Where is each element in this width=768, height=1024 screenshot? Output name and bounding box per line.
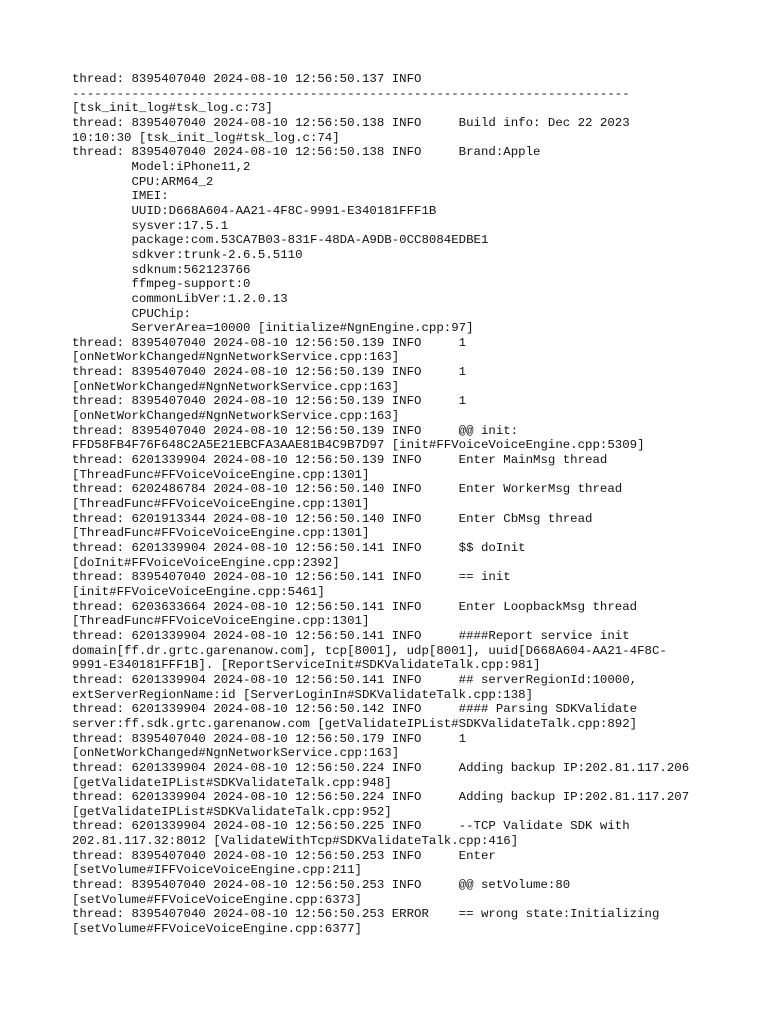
log-line: thread: 6201339904 2024-08-10 12:56:50.225 INFO --TCP Validate SDK with [72, 819, 630, 834]
log-line: [onNetWorkChanged#NgnNetworkService.cpp:163] [72, 746, 400, 761]
log-line: thread: 6201339904 2024-08-10 12:56:50.141 INFO ####Report service init [72, 628, 630, 643]
log-line: sdkver:trunk-2.6.5.5110 [72, 247, 303, 262]
log-line: [setVolume#FFVoiceVoiceEngine.cpp:6377] [72, 922, 362, 937]
log-line: thread: 8395407040 2024-08-10 12:56:50.138 INFO Build info: Dec 22 2023 [72, 115, 630, 130]
log-line: thread: 8395407040 2024-08-10 12:56:50.138 INFO Brand:Apple [72, 145, 541, 160]
log-line: commonLibVer:1.2.0.13 [72, 291, 288, 306]
log-document [72, 72, 732, 937]
log-line: thread: 8395407040 2024-08-10 12:56:50.139 INFO @@ init: [72, 423, 519, 438]
log-line: [ThreadFunc#FFVoiceVoiceEngine.cpp:1301] [72, 526, 370, 541]
log-line: ffmpeg-support:0 [72, 277, 251, 292]
log-line: thread: 6201339904 2024-08-10 12:56:50.224 INFO Adding backup IP:202.81.117.207 [72, 790, 690, 805]
log-line: [ThreadFunc#FFVoiceVoiceEngine.cpp:1301] [72, 467, 370, 482]
log-line: --------------------------------------------------------------------------- [72, 86, 630, 101]
log-line: domain[ff.dr.grtc.garenanow.com], tcp[8001], udp[8001], uuid[D668A604-AA21-4F8C- [72, 643, 667, 658]
log-line: package:com.53CA7B03-831F-48DA-A9DB-0CC8084EDBE1 [72, 233, 489, 248]
log-line: IMEI: [72, 189, 169, 204]
log-line: 10:10:30 [tsk_init_log#tsk_log.c:74] [72, 130, 340, 145]
log-line: thread: 8395407040 2024-08-10 12:56:50.253 ERROR == wrong state:Initializing [72, 907, 660, 922]
log-line: extServerRegionName:id [ServerLoginIn#SDKValidateTalk.cpp:138] [72, 687, 534, 702]
log-text-block [72, 72, 732, 937]
log-line: thread: 8395407040 2024-08-10 12:56:50.141 INFO == init [72, 570, 511, 585]
log-line: 202.81.117.32:8012 [ValidateWithTcp#SDKValidateTalk.cpp:416] [72, 834, 519, 849]
log-line: [getValidateIPList#SDKValidateTalk.cpp:952] [72, 804, 392, 819]
log-line: [doInit#FFVoiceVoiceEngine.cpp:2392] [72, 555, 340, 570]
log-line: thread: 6201339904 2024-08-10 12:56:50.142 INFO #### Parsing SDKValidate [72, 702, 638, 717]
log-line: sysver:17.5.1 [72, 218, 229, 233]
log-line: thread: 6201913344 2024-08-10 12:56:50.140 INFO Enter CbMsg thread [72, 511, 593, 526]
log-line: thread: 6201339904 2024-08-10 12:56:50.224 INFO Adding backup IP:202.81.117.206 [72, 760, 690, 775]
log-line: ServerArea=10000 [initialize#NgnEngine.cpp:97] [72, 321, 474, 336]
log-line: [ThreadFunc#FFVoiceVoiceEngine.cpp:1301] [72, 497, 370, 512]
log-line: [init#FFVoiceVoiceEngine.cpp:5461] [72, 584, 325, 599]
log-line: thread: 8395407040 2024-08-10 12:56:50.139 INFO 1 [72, 335, 467, 350]
log-line: thread: 8395407040 2024-08-10 12:56:50.253 INFO @@ setVolume:80 [72, 878, 571, 893]
log-line: thread: 6203633664 2024-08-10 12:56:50.141 INFO Enter LoopbackMsg thread [72, 599, 638, 614]
log-line: [getValidateIPList#SDKValidateTalk.cpp:948] [72, 775, 392, 790]
log-line: [onNetWorkChanged#NgnNetworkService.cpp:163] [72, 379, 400, 394]
log-line: 9991-E340181FFF1B]. [ReportServiceInit#SDKValidateTalk.cpp:981] [72, 658, 541, 673]
log-line: CPU:ARM64_2 [72, 174, 214, 189]
log-line: sdknum:562123766 [72, 262, 251, 277]
log-line: [onNetWorkChanged#NgnNetworkService.cpp:163] [72, 409, 400, 424]
log-line: [setVolume#IFFVoiceVoiceEngine.cpp:211] [72, 863, 362, 878]
log-line: Model:iPhone11,2 [72, 159, 251, 174]
log-line: thread: 8395407040 2024-08-10 12:56:50.253 INFO Enter [72, 848, 496, 863]
log-line: [tsk_init_log#tsk_log.c:73] [72, 101, 273, 116]
log-line: [ThreadFunc#FFVoiceVoiceEngine.cpp:1301] [72, 614, 370, 629]
log-line: thread: 6201339904 2024-08-10 12:56:50.141 INFO ## serverRegionId:10000, [72, 672, 638, 687]
log-line: [setVolume#FFVoiceVoiceEngine.cpp:6373] [72, 892, 362, 907]
log-line: thread: 8395407040 2024-08-10 12:56:50.137 INFO [72, 72, 422, 86]
log-line: thread: 8395407040 2024-08-10 12:56:50.139 INFO 1 [72, 365, 467, 380]
log-line: [onNetWorkChanged#NgnNetworkService.cpp:163] [72, 350, 400, 365]
log-line: thread: 6201339904 2024-08-10 12:56:50.139 INFO Enter MainMsg thread [72, 453, 608, 468]
log-line: CPUChip: [72, 306, 191, 321]
log-line: thread: 6201339904 2024-08-10 12:56:50.141 INFO $$ doInit [72, 541, 526, 555]
log-line: thread: 8395407040 2024-08-10 12:56:50.179 INFO 1 [72, 731, 467, 746]
log-line: FFD58FB4F76F648C2A5E21EBCFA3AAE81B4C9B7D97 [init#FFVoiceVoiceEngine.cpp:5309] [72, 438, 645, 453]
log-line: server:ff.sdk.grtc.garenanow.com [getValidateIPList#SDKValidateTalk.cpp:892] [72, 716, 638, 731]
log-line: thread: 8395407040 2024-08-10 12:56:50.139 INFO 1 [72, 394, 467, 409]
log-line: UUID:D668A604-AA21-4F8C-9991-E340181FFF1B [72, 203, 437, 218]
log-line: thread: 6202486784 2024-08-10 12:56:50.140 INFO Enter WorkerMsg thread [72, 482, 623, 497]
